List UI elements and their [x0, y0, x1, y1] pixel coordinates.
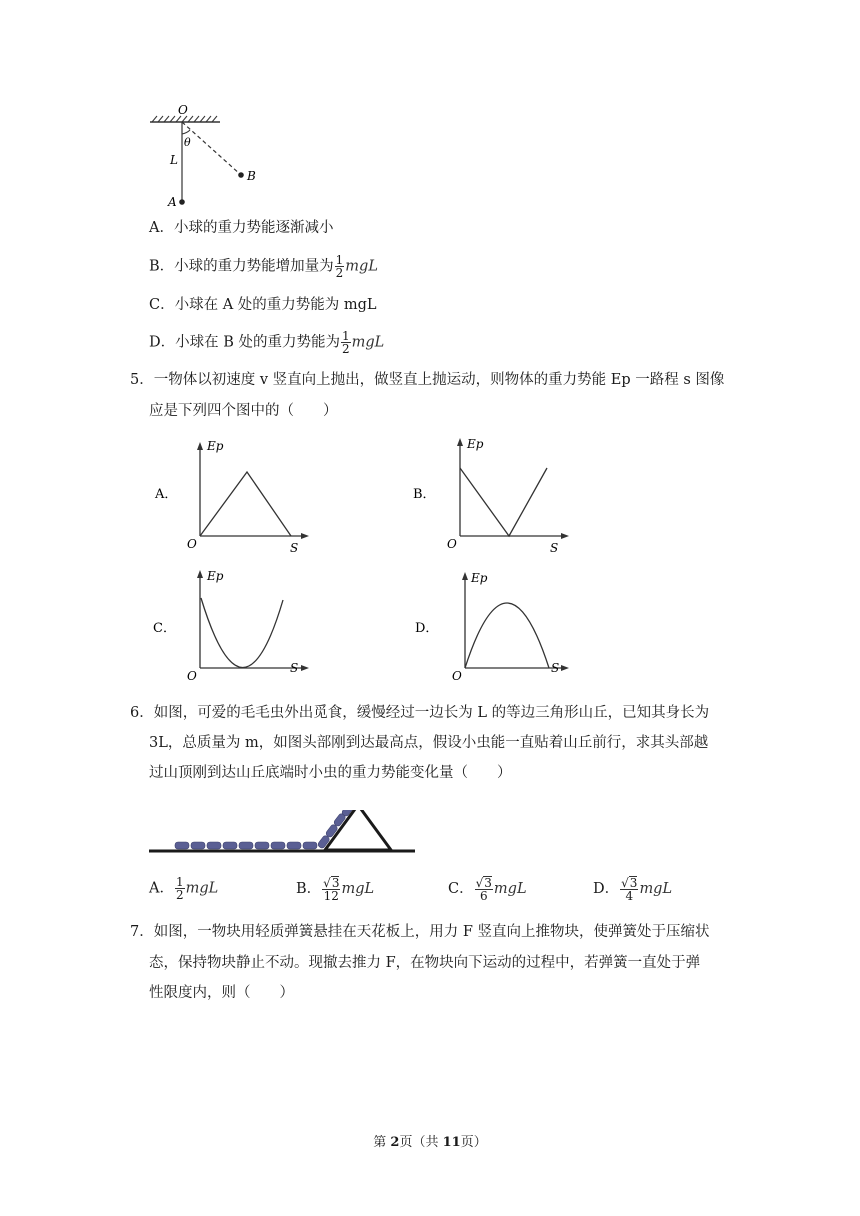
q6-line-1: 6．如图，可爱的毛毛虫外出觅食，缓慢经过一边长为 L 的等边三角形山丘，已知其身长为: [130, 705, 710, 721]
graph-d-label: D．: [415, 621, 439, 636]
q6-option-b: [296, 876, 374, 902]
denominator: 2: [342, 342, 350, 356]
denominator: 6: [479, 889, 488, 903]
graph-d-origin: O: [452, 669, 462, 683]
fraction: [175, 876, 185, 901]
label-theta: θ: [184, 136, 191, 149]
numerator: √3: [323, 876, 340, 890]
q7-line-1: 7．如图，一物块用轻质弹簧悬挂在天花板上，用力 F 竖直向上推物块，使弹簧处于压缩状: [130, 924, 710, 940]
pendulum-figure: [140, 100, 280, 212]
graph-c-x-label: S: [290, 661, 299, 675]
q4-option-b-text: B．小球的重力势能增加量为: [149, 258, 334, 275]
numerator: 1: [342, 329, 350, 343]
sqrt-radicand: 3: [484, 876, 492, 890]
fraction: [620, 876, 638, 902]
q7-line-3: 性限度内，则（ ）: [149, 985, 294, 1001]
q6-line-2: 3L，总质量为 m，如图头部刚到达最高点，假设小虫能一直贴着山丘前行，求其头部越: [149, 735, 709, 751]
graph-b-x-label: S: [550, 541, 559, 555]
sqrt-radicand: 3: [629, 876, 638, 890]
q5-line-1: 5．一物体以初速度 v 竖直向上抛出，做竖直上抛运动，则物体的重力势能 Ep 一路程 s 图像: [130, 372, 725, 388]
caterpillar-hill-figure: [145, 810, 420, 860]
graph-b-y-label: Ep: [467, 437, 484, 451]
graph-d: [405, 564, 575, 689]
math-term: mgL: [345, 258, 378, 275]
math-term: mgL: [341, 881, 375, 897]
option-label: A．: [149, 880, 174, 897]
graph-d-x-label: S: [551, 661, 560, 675]
graph-c-origin: O: [187, 669, 197, 683]
label-l: L: [170, 153, 178, 167]
numerator: 1: [175, 875, 184, 889]
graph-d-y-label: Ep: [471, 571, 488, 585]
option-label: B．: [296, 881, 322, 897]
footer-text: 第: [373, 1135, 391, 1150]
option-label: D．: [593, 881, 620, 897]
q4-option-a: A．小球的重力势能逐渐减小: [149, 220, 334, 236]
fraction: [322, 876, 340, 902]
sqrt-radicand: 3: [331, 876, 340, 890]
denominator: 12: [323, 889, 339, 903]
label-o: O: [178, 103, 188, 117]
q4-option-b: [149, 254, 378, 279]
label-a: A: [168, 195, 177, 209]
footer-text: 页（共: [399, 1135, 443, 1150]
graph-b: [405, 432, 575, 557]
fraction: [335, 254, 345, 279]
math-term: mgL: [351, 334, 385, 351]
q6-option-a: [149, 876, 218, 901]
q6-option-c: [448, 876, 527, 902]
math-term: mgL: [185, 880, 219, 897]
fraction: [475, 876, 493, 902]
graph-b-origin: O: [447, 537, 457, 551]
math-term: mgL: [639, 881, 673, 897]
label-b: B: [247, 169, 256, 183]
option-label: C．: [448, 881, 474, 897]
graph-a-label: A．: [155, 487, 178, 502]
numerator: 1: [335, 253, 344, 267]
total-pages: 11: [442, 1135, 461, 1150]
graph-b-label: B．: [413, 487, 436, 502]
caterpillar: [175, 810, 354, 849]
current-page: 2: [390, 1135, 400, 1150]
page-footer: [0, 1131, 860, 1150]
q6-line-3: 过山顶刚到达山丘底端时小虫的重力势能变化量（ ）: [149, 765, 512, 781]
graph-a-origin: O: [187, 537, 197, 551]
q4-option-c: C．小球在 A 处的重力势能为 mgL: [149, 297, 377, 313]
denominator: 4: [625, 889, 634, 903]
fraction: [341, 330, 351, 355]
math-term: mgL: [493, 881, 527, 897]
denominator: 2: [175, 888, 184, 902]
graph-a-y-label: Ep: [207, 439, 224, 453]
footer-text: 页）: [460, 1135, 487, 1150]
graph-a-x-label: S: [290, 541, 299, 555]
q5-line-2: 应是下列四个图中的（ ）: [149, 403, 338, 419]
q4-option-d: [149, 330, 384, 355]
numerator: √3: [475, 876, 492, 890]
denominator: 2: [335, 266, 344, 280]
graph-c: [145, 564, 315, 689]
graph-c-label: C．: [153, 621, 176, 636]
q6-option-d: [593, 876, 672, 902]
q7-line-2: 态，保持物块静止不动。现撤去推力 F，在物块向下运动的过程中，若弹簧一直处于弹: [149, 955, 701, 971]
numerator: √3: [621, 876, 638, 890]
graph-c-y-label: Ep: [207, 569, 224, 583]
graph-a: [145, 432, 315, 557]
q4-option-d-text: D．小球在 B 处的重力势能为: [149, 334, 340, 351]
